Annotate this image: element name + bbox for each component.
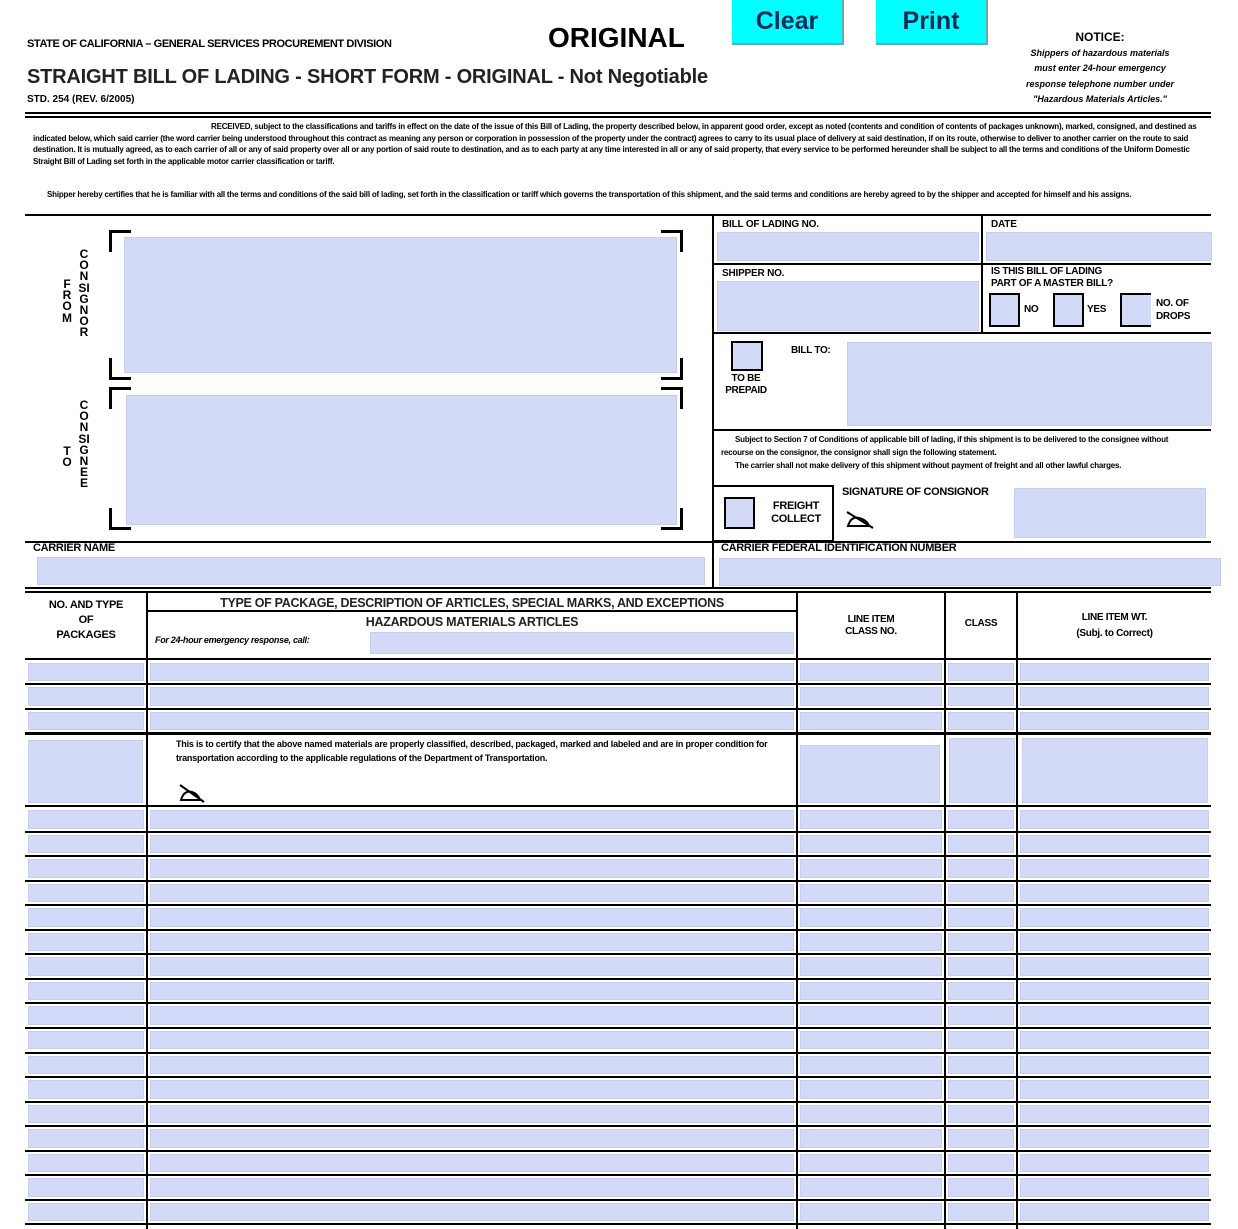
drops-label [1156,297,1190,323]
print-button[interactable]: Print [876,0,988,45]
row-weight-field[interactable] [1020,1006,1209,1025]
row-packages-field[interactable] [28,933,144,952]
row-packages-field[interactable] [28,835,144,854]
row-divider [25,904,1211,906]
emergency-response-label: For 24-hour emergency response, call: [155,635,310,645]
row-packages-field[interactable] [28,712,144,730]
drops-label-line1: NO. OF [1156,298,1189,309]
row-description-field[interactable] [150,1006,794,1025]
row-line-class-field[interactable] [800,957,942,976]
row-description-field[interactable] [150,1080,794,1099]
bol-no-label: BILL OF LADING NO. [722,219,819,230]
row-description-field[interactable] [150,687,794,705]
row-packages-field[interactable] [28,1105,144,1124]
row-divider [25,1150,1211,1152]
hazmat-notice [1000,30,1200,108]
carrier-divider [25,591,1211,593]
row-line-class-field[interactable] [800,712,942,730]
carrier-divider [25,541,1211,543]
row-description-field[interactable] [150,859,794,878]
carrier-divider [25,587,1211,589]
row-description-field[interactable] [150,908,794,927]
certification-signature-icon [178,783,208,803]
col-packages-line3: PACKAGES [56,629,116,641]
row-line-class-field[interactable] [800,933,942,952]
panel-divider [712,332,1211,334]
row-class-field[interactable] [948,1105,1014,1124]
table-header-bottom [25,658,1211,660]
row-line-class-field[interactable] [800,1154,942,1173]
hazmat-certification-text: This is to certify that the above named materials are properly classified, described, packaged, marked and labeled and are in proper condition for transportation according to the applicable regulations of the Department of Transportation. [176,739,768,763]
row-line-class-field[interactable] [800,687,942,705]
row-line-class-field[interactable] [800,810,942,829]
consignee-address-field[interactable] [126,395,677,525]
col-weight-line2: (Subj. to Correct) [1076,628,1153,639]
col-divider [1016,593,1018,1229]
row-description-field[interactable] [150,1178,794,1197]
row-divider [25,1223,1211,1225]
row-line-class-field[interactable] [800,1129,942,1148]
row-line-class-field[interactable] [800,859,942,878]
col-header-line-class [798,614,944,638]
col-weight-line1: LINE ITEM WT. [1081,612,1148,623]
row-packages-field[interactable] [28,1031,144,1050]
row-divider [25,880,1211,882]
bill-to-field[interactable] [847,342,1212,426]
col-header-weight [1018,610,1211,642]
row-class-field[interactable] [948,835,1014,854]
col-header-packages [27,598,145,643]
consignor-label: CONSIGNOR [78,247,90,340]
row-class-field[interactable] [948,687,1014,705]
row-line-class-field[interactable] [800,982,942,1001]
bill-to-label: BILL TO: [791,345,831,356]
freight-collect-label [764,500,828,526]
row-class-field[interactable] [948,810,1014,829]
number-of-drops-field[interactable] [1120,293,1151,327]
to-be-prepaid-label [716,373,776,397]
row-class-field[interactable] [948,1129,1014,1148]
row-weight-field[interactable] [1020,859,1209,878]
row-packages-field[interactable] [28,982,144,1001]
row-description-field[interactable] [150,712,794,730]
bol-no-field[interactable] [717,232,979,261]
prepaid-label-line2: PREPAID [725,385,767,396]
row-divider [25,953,1211,955]
row-class-field[interactable] [948,982,1014,1001]
row-weight-field[interactable] [1020,1080,1209,1099]
row-weight-field[interactable] [1020,1105,1209,1124]
row-weight-field[interactable] [1020,957,1209,976]
row-description-field[interactable] [150,1105,794,1124]
master-bill-q-line1: IS THIS BILL OF LADING [991,266,1102,277]
row-divider [25,831,1211,833]
row-packages-field[interactable] [28,1080,144,1099]
carrier-delivery-statement: The carrier shall not make delivery of this shipment without payment of freight and all other lawful charges. [735,461,1122,470]
panel-divider [712,429,1211,431]
row-weight-field[interactable] [1020,982,1209,1001]
header-divider [25,112,1211,114]
row-packages-field[interactable] [28,1203,144,1222]
row-packages-field[interactable] [28,884,144,903]
row-weight-field[interactable] [1020,712,1209,730]
panel-divider [981,216,983,333]
shipper-no-field[interactable] [717,281,979,331]
row-class-field[interactable] [948,957,1014,976]
hazmat-section-bottom [25,732,1211,735]
emergency-phone-field[interactable] [370,632,794,654]
col-divider [944,593,946,1229]
row-class-field[interactable] [948,1031,1014,1050]
row-class-field[interactable] [948,663,1014,681]
row-packages-field[interactable] [28,810,144,829]
notice-line: Shippers of hazardous materials [1030,47,1170,58]
row-packages-field[interactable] [28,908,144,927]
row-divider [25,1027,1211,1029]
row-description-field[interactable] [150,1056,794,1075]
row-description-field[interactable] [150,835,794,854]
to-label: TO [62,444,72,470]
notice-line: response telephone number under [1025,78,1175,89]
row-divider [25,1076,1211,1078]
notice-heading: NOTICE: [1075,30,1125,44]
row-class-field[interactable] [948,908,1014,927]
no-label: NO [1024,304,1039,315]
row-class-field[interactable] [948,1203,1014,1222]
from-label: FROM [62,277,72,325]
freight-collect-line2: COLLECT [771,513,821,525]
consignor-address-field[interactable] [124,237,677,373]
header-divider [25,116,1211,118]
master-bill-yes-checkbox[interactable] [1053,293,1084,327]
col-divider [146,593,148,1229]
form-title: STRAIGHT BILL OF LADING - SHORT FORM - ORIGINAL - Not Negotiable [27,66,708,88]
date-label: DATE [991,219,1017,230]
certified-weight-field[interactable] [1022,738,1208,803]
row-line-class-field[interactable] [800,835,942,854]
row-description-field[interactable] [150,1154,794,1173]
row-description-field[interactable] [150,884,794,903]
certified-packages-field[interactable] [28,740,143,803]
header-subdivider [146,610,797,612]
notice-line: must enter 24-hour emergency [1034,63,1166,73]
row-divider [25,1052,1211,1054]
consignee-label: CONSIGNEE [78,398,90,491]
clear-button[interactable]: Clear [732,0,844,45]
row-line-class-field[interactable] [800,1105,942,1124]
row-divider [25,978,1211,980]
row-line-class-field[interactable] [800,1031,942,1050]
row-packages-field[interactable] [28,663,144,681]
signature-consignor-label: SIGNATURE OF CONSIGNOR [842,486,989,498]
carrier-fein-field[interactable] [719,558,1221,586]
form-number: STD. 254 (REV. 6/2005) [27,94,135,105]
row-divider [25,929,1211,931]
row-divider [25,708,1211,710]
col-divider [796,593,798,1229]
row-description-field[interactable] [150,982,794,1001]
drops-label-line2: DROPS [1156,311,1191,322]
row-class-field[interactable] [948,1178,1014,1197]
carrier-fein-label: CARRIER FEDERAL IDENTIFICATION NUMBER [721,542,957,554]
date-field[interactable] [986,232,1212,261]
row-packages-field[interactable] [28,1129,144,1148]
row-weight-field[interactable] [1020,1129,1209,1148]
row-divider [25,1174,1211,1176]
carrier-name-field[interactable] [37,557,705,585]
col-header-description: TYPE OF PACKAGE, DESCRIPTION OF ARTICLES, SPECIAL MARKS, AND EXCEPTIONS [220,596,724,610]
row-packages-field[interactable] [28,1154,144,1173]
row-weight-field[interactable] [1020,933,1209,952]
row-class-field[interactable] [948,712,1014,730]
row-line-class-field[interactable] [800,1056,942,1075]
row-weight-field[interactable] [1020,810,1209,829]
row-description-field[interactable] [150,1031,794,1050]
row-description-field[interactable] [150,933,794,952]
shipper-no-label: SHIPPER NO. [722,268,785,279]
col-packages-line2: OF [78,614,94,626]
col-packages-line1: NO. AND TYPE [48,599,124,611]
shipper-certification: Shipper hereby certifies that he is familiar with all the terms and conditions of the said bill of lading, set forth in the classification or tariff which governs the transportation of this shipment, and the said terms and conditions are hereby agreed to by the shipper and accepted for himself and his assigns. [47,190,1132,199]
certified-class-field[interactable] [949,738,1015,803]
to-be-prepaid-checkbox[interactable] [731,341,763,371]
row-weight-field[interactable] [1020,835,1209,854]
yes-label: YES [1087,304,1107,315]
signature-pen-icon [845,510,875,530]
row-weight-field[interactable] [1020,663,1209,681]
row-line-class-field[interactable] [800,884,942,903]
col-line-class-line1: LINE ITEM [847,614,895,625]
row-packages-field[interactable] [28,1056,144,1075]
row-weight-field[interactable] [1020,687,1209,705]
row-packages-field[interactable] [28,1006,144,1025]
notice-line: "Hazardous Materials Articles." [1033,94,1167,104]
panel-divider [712,263,1211,265]
row-description-field[interactable] [150,1203,794,1222]
row-description-field[interactable] [150,957,794,976]
row-divider [25,683,1211,685]
certified-line-class-field[interactable] [800,745,940,803]
row-class-field[interactable] [948,933,1014,952]
row-class-field[interactable] [948,1006,1014,1025]
row-class-field[interactable] [948,859,1014,878]
row-packages-field[interactable] [28,1178,144,1197]
row-line-class-field[interactable] [800,908,942,927]
row-class-field[interactable] [948,1154,1014,1173]
row-weight-field[interactable] [1020,1056,1209,1075]
terms-divider [25,214,1211,216]
row-weight-field[interactable] [1020,1154,1209,1173]
row-line-class-field[interactable] [800,1178,942,1197]
col-line-class-line2: CLASS NO. [845,626,897,637]
row-weight-field[interactable] [1020,1203,1209,1222]
row-line-class-field[interactable] [800,1080,942,1099]
row-line-class-field[interactable] [800,1006,942,1025]
row-line-class-field[interactable] [800,663,942,681]
master-bill-no-checkbox[interactable] [989,293,1020,327]
row-packages-field[interactable] [28,687,144,705]
master-bill-q-line2: PART OF A MASTER BILL? [991,278,1113,289]
row-weight-field[interactable] [1020,1031,1209,1050]
row-line-class-field[interactable] [800,1203,942,1222]
prepaid-label-line1: TO BE [731,373,761,384]
row-packages-field[interactable] [28,957,144,976]
row-divider [25,1125,1211,1127]
row-divider [25,1101,1211,1103]
row-weight-field[interactable] [1020,908,1209,927]
row-weight-field[interactable] [1020,884,1209,903]
carrier-name-label: CARRIER NAME [33,542,115,554]
row-description-field[interactable] [150,663,794,681]
row-class-field[interactable] [948,1056,1014,1075]
row-packages-field[interactable] [28,859,144,878]
row-description-field[interactable] [150,1129,794,1148]
hazmat-heading: HAZARDOUS MATERIALS ARTICLES [365,615,579,629]
signature-consignor-field[interactable] [1014,488,1206,538]
received-terms: RECEIVED, subject to the classifications and tariffs in effect on the date of the issue of this Bill of Lading, the property described below, in apparent good order, except as noted (contents and condition of contents of packages unknown), marked, consigned, and destined as indicated below, which said carrier (the word carrier being understood throughout this contract as meaning any person or corporation in possession of the property under the contract) agrees to carry to its usual place of delivery at said destination, if on its route, otherwise to deliver to another carrier on the route to said destination. It is mutually agreed, as to each carrier of all or any of said property over all or any portion of said route to destination, and as to each party at any time interested in all or any of said property, that every service to be performed hereunder shall be subject to all the terms and conditions of the Uniform Domestic Straight Bill of Lading set forth in the applicable motor carrier classification or tariff. [33,122,1197,166]
section7-statement: Subject to Section 7 of Conditions of applicable bill of lading, if this shipment is to be delivered to the consignee without recourse on the consignor, the consignor shall sign the following statement. [721,435,1169,457]
certify-section-bottom [25,805,1211,807]
row-divider [25,1002,1211,1004]
row-divider [25,1199,1211,1201]
copy-label: ORIGINAL [548,22,685,53]
row-weight-field[interactable] [1020,1178,1209,1197]
row-class-field[interactable] [948,884,1014,903]
freight-collect-line1: FREIGHT [772,500,820,512]
agency-name: STATE OF CALIFORNIA – GENERAL SERVICES PROCUREMENT DIVISION [27,38,392,50]
row-divider [25,855,1211,857]
col-header-class: CLASS [964,618,998,629]
row-class-field[interactable] [948,1080,1014,1099]
master-bill-question [991,266,1113,290]
freight-collect-checkbox[interactable] [724,497,755,529]
row-description-field[interactable] [150,810,794,829]
carrier-divider-v [712,541,714,589]
